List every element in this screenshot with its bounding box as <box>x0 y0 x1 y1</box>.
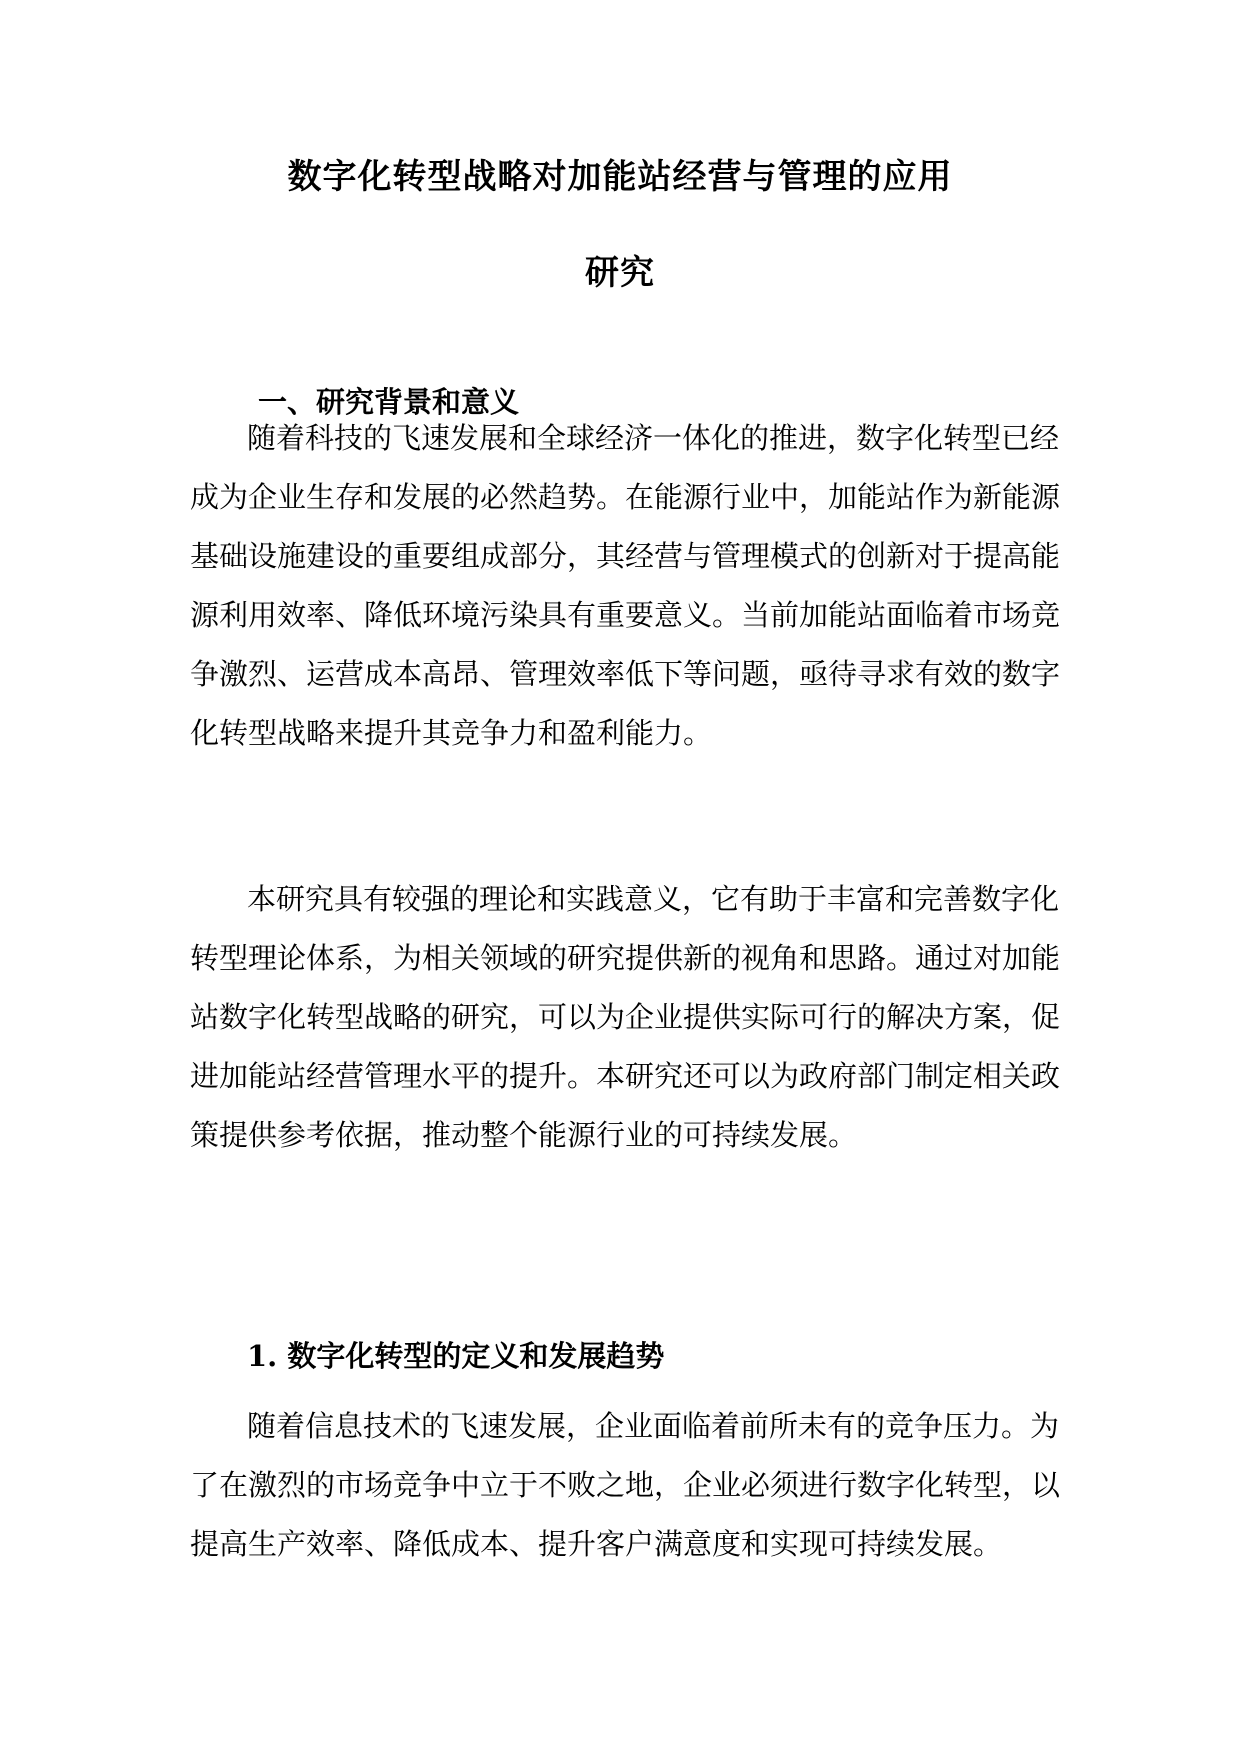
paragraph-line: 随着信息技术的飞速发展，企业面临着前所未有的竞争压力。为 <box>247 1409 1060 1443</box>
paragraph-line: 提高生产效率、降低成本、提升客户满意度和实现可持续发展。 <box>190 1527 1003 1561</box>
paragraph-line: 随着科技的飞速发展和全球经济一体化的推进，数字化转型已经 <box>247 421 1060 455</box>
paragraph-line: 基础设施建设的重要组成部分，其经营与管理模式的创新对于提高能 <box>190 539 1061 573</box>
subsection-heading-definition: 1. 数字化转型的定义和发展趋势 <box>247 1339 665 1373</box>
paragraph-line: 了在激烈的市场竞争中立于不败之地，企业必须进行数字化转型，以 <box>190 1468 1061 1502</box>
paragraph-line: 争激烈、运营成本高昂、管理效率低下等问题，亟待寻求有效的数字 <box>190 657 1061 691</box>
paragraph-line: 源利用效率、降低环境污染具有重要意义。当前加能站面临着市场竞 <box>190 598 1061 632</box>
paragraph-line: 进加能站经营管理水平的提升。本研究还可以为政府部门制定相关政 <box>190 1059 1061 1093</box>
document-title-line-2: 研究 <box>585 253 655 293</box>
paragraph-line: 本研究具有较强的理论和实践意义，它有助于丰富和完善数字化 <box>247 882 1060 916</box>
paragraph-line: 转型理论体系，为相关领域的研究提供新的视角和思路。通过对加能 <box>190 941 1061 975</box>
document-title-line-1: 数字化转型战略对加能站经营与管理的应用 <box>287 157 953 197</box>
section-heading-background: 一、研究背景和意义 <box>258 385 520 419</box>
paragraph-line: 策提供参考依据，推动整个能源行业的可持续发展。 <box>190 1118 858 1152</box>
paragraph-line: 成为企业生存和发展的必然趋势。在能源行业中，加能站作为新能源 <box>190 480 1061 514</box>
paragraph-line: 站数字化转型战略的研究，可以为企业提供实际可行的解决方案，促 <box>190 1000 1061 1034</box>
paragraph-line: 化转型战略来提升其竞争力和盈利能力。 <box>190 716 713 750</box>
